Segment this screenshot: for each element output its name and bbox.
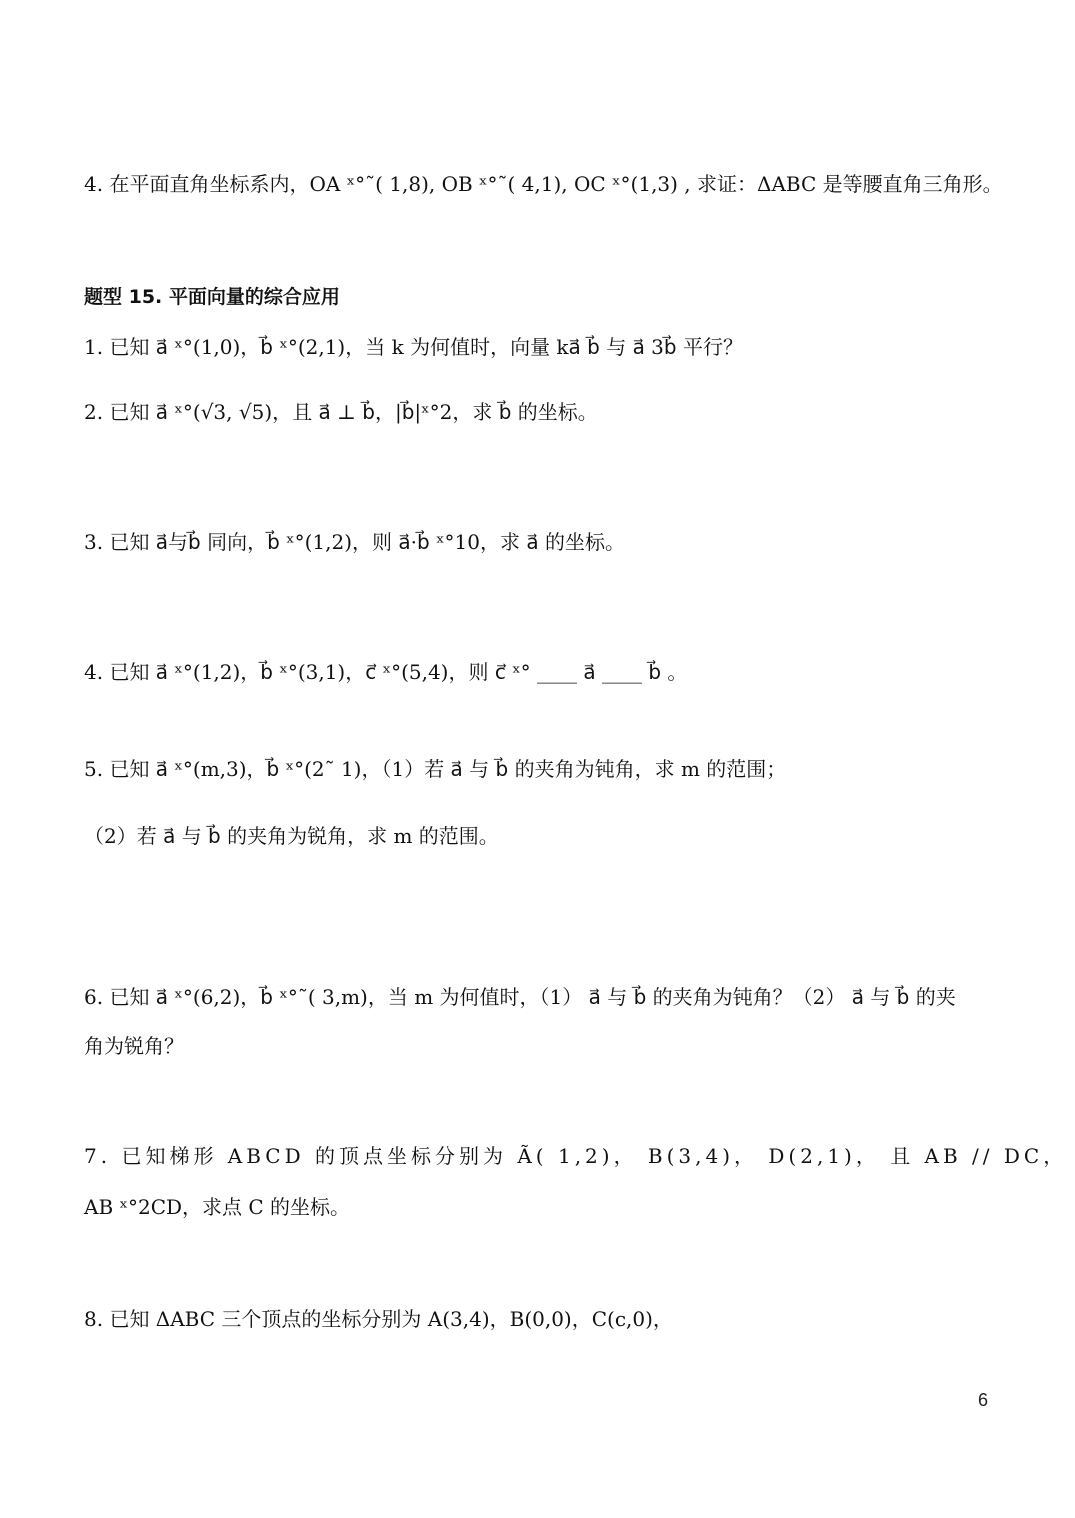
problem-3: 3. 已知 a⃗与b⃗ 同向，b⃗ ˣ°(1,2)，则 a⃗·b⃗ ˣ°10，求 a⃗ 的坐标。 [84,530,625,554]
section-heading: 题型 15. 平面向量的综合应用 [84,286,340,308]
problem-7-line-1: 7. 已知梯形 ABCD 的顶点坐标分别为 Ã( 1,2)， B(3,4)， D(2,1)， 且 AB // DC， [84,1144,1068,1168]
problem-5-part-2: （2）若 a⃗ 与 b⃗ 的夹角为锐角，求 m 的范围。 [84,824,499,848]
problem-6-line-1: 6. 已知 a⃗ ˣ°(6,2)，b⃗ ˣ°˜( 3,m)，当 m 为何值时，（1） a⃗ 与 b⃗ 的夹角为钝角？（2） a⃗ 与 b⃗ 的夹 [84,985,956,1009]
problem-1: 1. 已知 a⃗ ˣ°(1,0)，b⃗ ˣ°(2,1)，当 k 为何值时，向量 ka⃗ b⃗ 与 a⃗ 3b⃗ 平行？ [84,335,743,359]
problem-4-proof: 4. 在平面直角坐标系内，OA ˣ°˜( 1,8), OB ˣ°˜( 4,1), OC ˣ°(1,3) , 求证：ΔABC 是等腰直角三角形。 [84,172,1003,196]
problem-8: 8. 已知 ΔABC 三个顶点的坐标分别为 A(3,4)，B(0,0)，C(c,0)， [84,1307,673,1331]
problem-4: 4. 已知 a⃗ ˣ°(1,2)，b⃗ ˣ°(3,1)，c⃗ ˣ°(5,4)，则 c⃗ ˣ° ____ a⃗ ____ b⃗ 。 [84,660,688,684]
problem-5-part-1: 5. 已知 a⃗ ˣ°(m,3)，b⃗ ˣ°(2˜ 1)，（1）若 a⃗ 与 b⃗ 的夹角为钝角，求 m 的范围； [84,757,787,781]
problem-2: 2. 已知 a⃗ ˣ°(√3, √5)，且 a⃗ ⊥ b⃗，|b⃗|ˣ°2，求 b⃗ 的坐标。 [84,400,598,424]
problem-6-line-2: 角为锐角？ [84,1034,184,1058]
problem-7-line-2: AB ˣ°2CD，求点 C 的坐标。 [84,1195,351,1219]
page-number: 6 [978,1390,989,1410]
